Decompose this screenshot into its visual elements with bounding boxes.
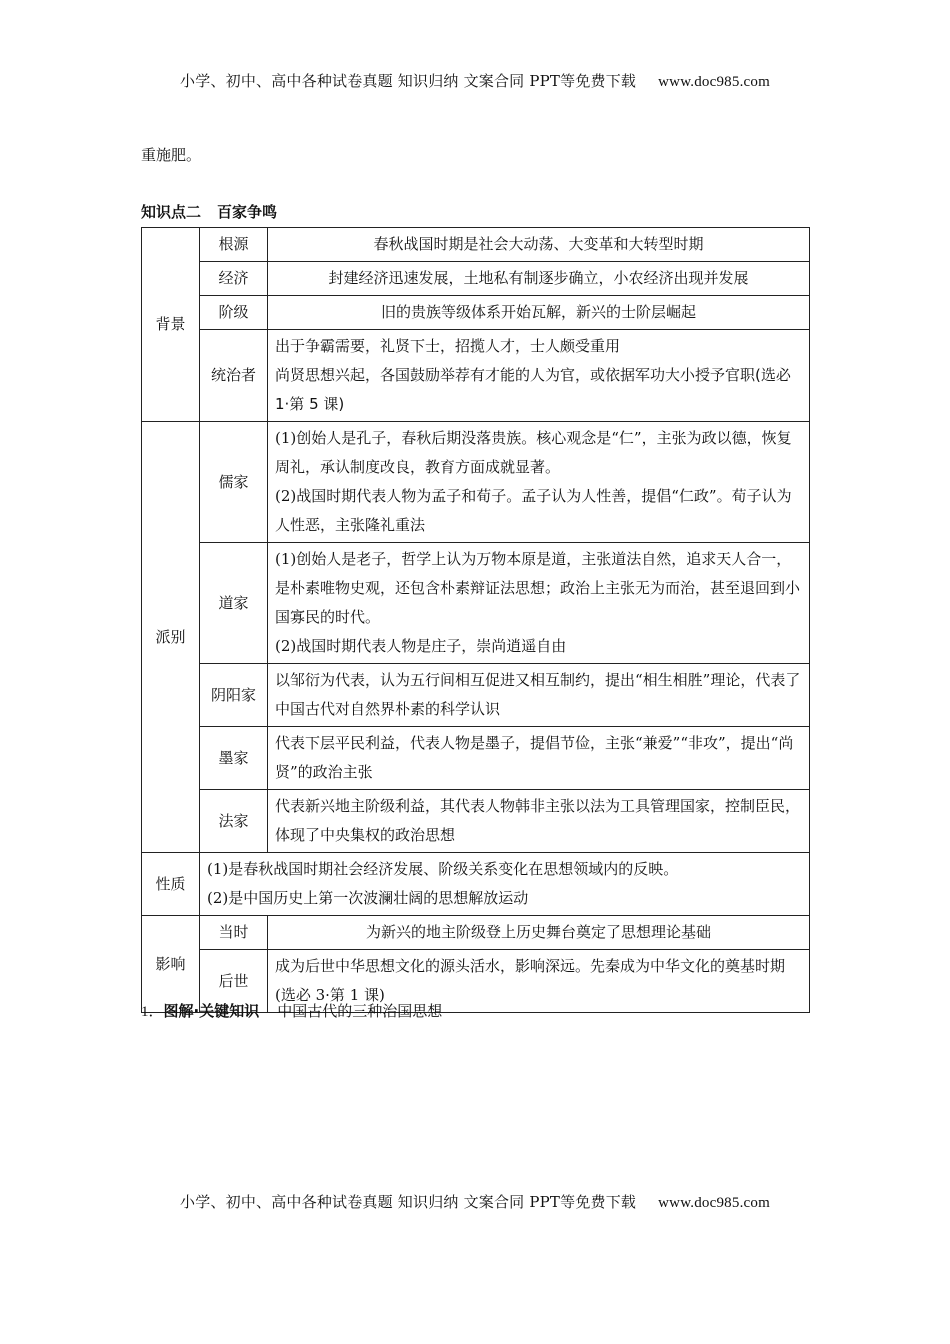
category-background: 背景	[142, 228, 200, 422]
sub-class: 阶级	[200, 296, 268, 330]
lead-text: 重施肥。	[141, 146, 202, 164]
table-row	[142, 543, 810, 664]
sub-rulers: 统治者	[200, 330, 268, 422]
table-row	[142, 916, 810, 950]
table-row	[142, 296, 810, 330]
item-label: 图解·关键知识	[163, 1002, 260, 1020]
cell-para: (1)创始人是孔子，春秋后期没落贵族。核心观念是“仁”，主张为政以德，恢复周礼，承认制度改良，教育方面成就显著。	[275, 429, 792, 476]
knowledge-table	[141, 227, 810, 1013]
sub-mohism: 墨家	[200, 727, 268, 790]
sub-later: 后世	[200, 950, 268, 1013]
section-title	[141, 201, 277, 222]
cell-para: (2)战国时期代表人物为孟子和荀子。孟子认为人性善，提倡“仁政”。荀子认为人性恶，主张隆礼重法	[275, 487, 792, 534]
footer-text: 小学、初中、高中各种试卷真题 知识归纳 文案合同 PPT等免费下载	[180, 1193, 637, 1211]
category-influence: 影响	[142, 916, 200, 1013]
cell-text	[268, 330, 810, 422]
category-nature: 性质	[142, 853, 200, 916]
section-label: 知识点二	[141, 203, 202, 221]
table-row	[142, 853, 810, 916]
page-header	[0, 70, 950, 91]
header-text: 小学、初中、高中各种试卷真题 知识归纳 文案合同 PPT等免费下载	[180, 72, 637, 90]
cell-para: (1)是春秋战国时期社会经济发展、阶级关系变化在思想领域内的反映。	[207, 860, 679, 878]
table-row	[142, 727, 810, 790]
cell-text	[200, 853, 810, 916]
header-url[interactable]: www.doc985.com	[658, 74, 770, 90]
cell-text: 成为后世中华思想文化的源头活水，影响深远。先秦成为中华文化的奠基时期(选必 3·第 1 课)	[268, 950, 810, 1013]
cell-text: 代表新兴地主阶级利益，其代表人物韩非主张以法为工具管理国家，控制臣民，体现了中央集权的政治思想	[268, 790, 810, 853]
footer-url[interactable]: www.doc985.com	[658, 1195, 770, 1211]
key-item	[141, 1000, 442, 1021]
cell-para: (2)战国时期代表人物是庄子，崇尚逍遥自由	[275, 637, 567, 655]
cell-text: 旧的贵族等级体系开始瓦解，新兴的士阶层崛起	[268, 296, 810, 330]
cell-text: 为新兴的地主阶级登上历史舞台奠定了思想理论基础	[268, 916, 810, 950]
table-row	[142, 228, 810, 262]
table-row	[142, 790, 810, 853]
cell-text: 代表下层平民利益，代表人物是墨子，提倡节俭，主张“兼爱”“非攻”，提出“尚贤”的政治主张	[268, 727, 810, 790]
table-row	[142, 422, 810, 543]
sub-confucianism: 儒家	[200, 422, 268, 543]
table-row	[142, 330, 810, 422]
cell-para: 尚贤思想兴起，各国鼓励举荐有才能的人为官，或依据军功大小授予官职(选必 1·第 5 课)	[275, 366, 791, 413]
category-schools: 派别	[142, 422, 200, 853]
cell-text: 以邹衍为代表，认为五行间相互促进又相互制约，提出“相生相胜”理论，代表了中国古代对自然界朴素的科学认识	[268, 664, 810, 727]
sub-origin: 根源	[200, 228, 268, 262]
item-text: 中国古代的三种治国思想	[277, 1002, 443, 1020]
section-title-text: 百家争鸣	[217, 203, 278, 221]
item-number: 1．	[141, 1004, 164, 1020]
sub-yinyang: 阴阳家	[200, 664, 268, 727]
sub-contemporary: 当时	[200, 916, 268, 950]
sub-economy: 经济	[200, 262, 268, 296]
page-footer	[0, 1191, 950, 1212]
sub-taoism: 道家	[200, 543, 268, 664]
cell-para: 出于争霸需要，礼贤下士，招揽人才，士人颇受重用	[275, 337, 621, 355]
table-row	[142, 664, 810, 727]
sub-legalism: 法家	[200, 790, 268, 853]
cell-text: 春秋战国时期是社会大动荡、大变革和大转型时期	[268, 228, 810, 262]
cell-para: (1)创始人是老子，哲学上认为万物本原是道，主张道法自然，追求天人合一，是朴素唯物史观，还包含朴素辩证法思想；政治上主张无为而治，甚至退回到小国寡民的时代。	[275, 550, 801, 626]
cell-text	[268, 422, 810, 543]
cell-text	[268, 543, 810, 664]
cell-para: (2)是中国历史上第一次波澜壮阔的思想解放运动	[207, 889, 529, 907]
table-row	[142, 262, 810, 296]
cell-text: 封建经济迅速发展，土地私有制逐步确立，小农经济出现并发展	[268, 262, 810, 296]
